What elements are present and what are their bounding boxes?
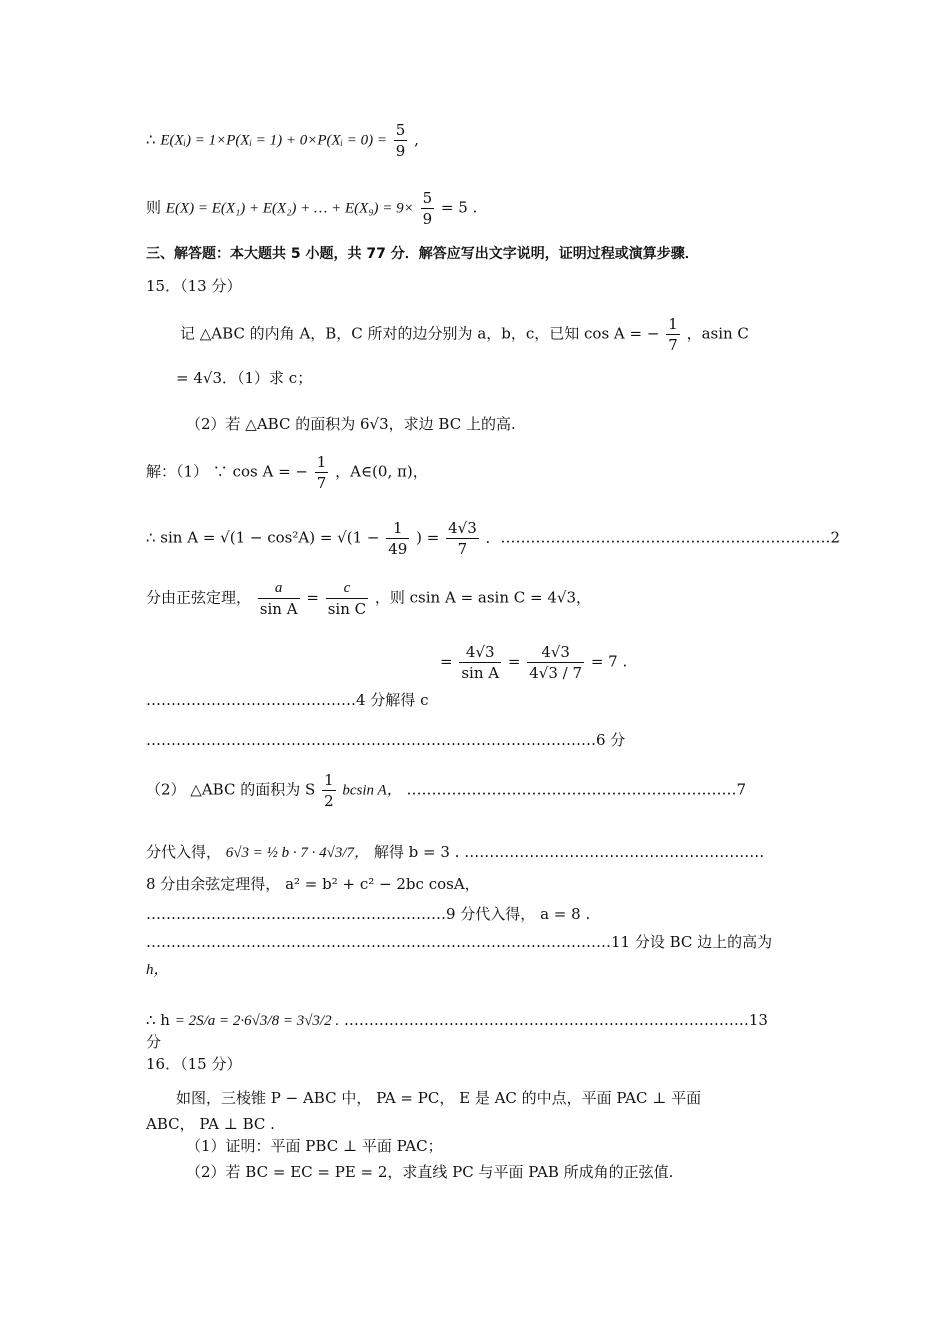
solution-line-8 — [146, 842, 764, 863]
solution-line-11: …………………………………………………………………………………11 分设 BC 边上的高为 — [146, 933, 773, 951]
c-result: = 7 . — [590, 652, 628, 671]
fraction-denominator: 7 — [668, 336, 678, 354]
fraction-4root3-7 — [446, 518, 479, 559]
stem-text: 记 △ABC 的内角 A，B，C 所对的边分别为 a，b，c，已知 cos A — [180, 324, 625, 343]
b-result: 解得 b = 3 . — [373, 843, 460, 861]
fraction-denominator: 9 — [422, 210, 433, 228]
fraction-a-sinA — [258, 578, 300, 619]
expectation-xi-line — [146, 120, 419, 161]
solution-line-9: 8 分由余弦定理得， a² = b² + c² − 2bc cosA， — [146, 875, 480, 893]
angle-range: ，A∈(0, π)， — [335, 462, 428, 481]
fraction-denominator: 7 — [457, 540, 468, 558]
question-16-stem-line2: ABC， PA ⊥ BC . — [146, 1115, 275, 1133]
solution-line-12: h， — [146, 962, 169, 978]
question-15-stem-line1 — [180, 314, 749, 355]
score-dots-7: …………………………………………………………7 — [406, 780, 747, 799]
section-heading: 三、解答题：本大题共 5 小题，共 77 分．解答应写出文字说明，证明过程或演算步骤． — [146, 246, 699, 262]
fraction-numerator: 4√3 — [527, 642, 584, 663]
fraction-5-9 — [421, 188, 435, 229]
therefore-symbol: ∴ — [146, 130, 156, 149]
solution-line-13 — [146, 1010, 768, 1031]
fraction-numerator: 1 — [386, 518, 409, 539]
equals-minus: = − — [278, 462, 308, 481]
height-equation: = 2S/a = 2·6√3/8 = 3√3/2 . — [174, 1013, 340, 1029]
sine-rule-result: ，则 csin A = asin C = 4√3， — [374, 588, 592, 607]
solution-line-4 — [440, 642, 627, 683]
solution-line-6: ………………………………………………………………………………6 分 — [146, 731, 626, 749]
fraction-1-2 — [322, 770, 336, 811]
question-15-part-2: （2）若 △ABC 的面积为 6√3，求边 BC 上的高. — [186, 415, 516, 433]
equals-sign: = — [440, 652, 453, 671]
question-16-stem-line1: 如图，三棱锥 P − ABC 中， PA = PC， E 是 AC 的中点，平面 PAC ⊥ 平面 — [176, 1089, 702, 1107]
expectation-total-line — [146, 188, 477, 229]
question-16-number: 16．（15 分） — [146, 1055, 242, 1073]
fraction-1-7 — [666, 314, 680, 355]
fraction-denominator: sin A — [259, 600, 298, 618]
expectation-total-expression: E(X) = E(X₁) + E(X₂) + … + E(X₉) = 9× — [165, 200, 414, 217]
fraction-1-49 — [386, 518, 409, 559]
score-dots-8: …………………………………………………… — [464, 843, 765, 861]
solution-line-5: ……………………………………4 分解得 c — [146, 691, 429, 709]
fraction-numerator: c — [326, 578, 368, 599]
fraction-numerator: 4√3 — [459, 642, 501, 663]
solution-line-7 — [146, 770, 746, 811]
equals-sign: ) = — [416, 528, 440, 547]
punctuation: , — [414, 130, 419, 149]
expectation-xi-expression: E(Xᵢ) = 1×P(Xᵢ = 1) + 0×P(Xᵢ = 0) = — [160, 132, 387, 149]
question-15-stem-line2: = 4√3．（1）求 c； — [176, 369, 313, 387]
fraction-compound — [527, 642, 584, 683]
fraction-denominator: sin C — [327, 600, 367, 618]
solution-line-10: ……………………………………………………9 分代入得， a = 8 . — [146, 905, 591, 923]
solution-line-14: 分 — [146, 1033, 162, 1051]
fraction-numerator: 4√3 — [448, 519, 477, 537]
solution-line-1 — [146, 452, 428, 493]
fraction-denominator: 9 — [395, 142, 406, 160]
solution-line-3 — [146, 578, 591, 619]
equals-sign: = — [507, 652, 521, 671]
height-intro: ∴ h — [146, 1011, 170, 1029]
fraction-c-sinC — [326, 578, 368, 619]
stem-text-tail: ，asin C — [686, 324, 749, 343]
equals-minus: = − — [629, 324, 660, 343]
sine-rule-intro: 分由正弦定理， — [146, 588, 252, 607]
expectation-result: = 5 . — [440, 198, 478, 217]
fraction-5-9 — [394, 120, 408, 161]
fraction-numerator: 1 — [324, 771, 334, 789]
question-16-part-1: （1）证明：平面 PBC ⊥ 平面 PAC； — [186, 1137, 443, 1155]
fraction-1-7 — [315, 452, 329, 493]
fraction-numerator: 1 — [668, 315, 678, 333]
fraction-denominator: sin A — [461, 664, 500, 682]
sin-a-expression: ∴ sin A = √(1 − cos²A) = √(1 − — [146, 528, 380, 547]
fraction-numerator: 5 — [395, 121, 406, 139]
score-dots-2: ．…………………………………………………………2 — [485, 528, 841, 547]
fraction-4root3-sinA — [459, 642, 501, 683]
fraction-numerator: 1 — [316, 453, 327, 471]
solution-intro: 解：（1） ∵ cos A — [146, 462, 274, 481]
area-intro: （2） △ABC 的面积为 S — [146, 780, 316, 799]
area-equation: 6√3 = ½ b · 7 · 4√3/7， — [225, 845, 370, 861]
then-word: 则 — [146, 198, 162, 217]
score-dots-13: ………………………………………………………………………13 — [343, 1011, 768, 1029]
fraction-denominator: 2 — [324, 792, 334, 810]
question-15-number: 15．（13 分） — [146, 277, 242, 295]
fraction-numerator: a — [258, 578, 300, 599]
area-formula-tail: bcsin A， — [342, 782, 402, 799]
fraction-denominator: 49 — [388, 540, 408, 558]
fraction-denominator: 4√3 / 7 — [529, 664, 583, 682]
question-16-part-2: （2）若 BC = EC = PE = 2，求直线 PC 与平面 PAB 所成角的正弦值. — [186, 1163, 674, 1181]
equals-sign: = — [306, 588, 319, 607]
fraction-numerator: 5 — [422, 189, 433, 207]
fraction-denominator: 7 — [316, 474, 327, 492]
solution-line-2 — [146, 518, 840, 559]
substitute-intro: 分代入得， — [146, 843, 222, 861]
